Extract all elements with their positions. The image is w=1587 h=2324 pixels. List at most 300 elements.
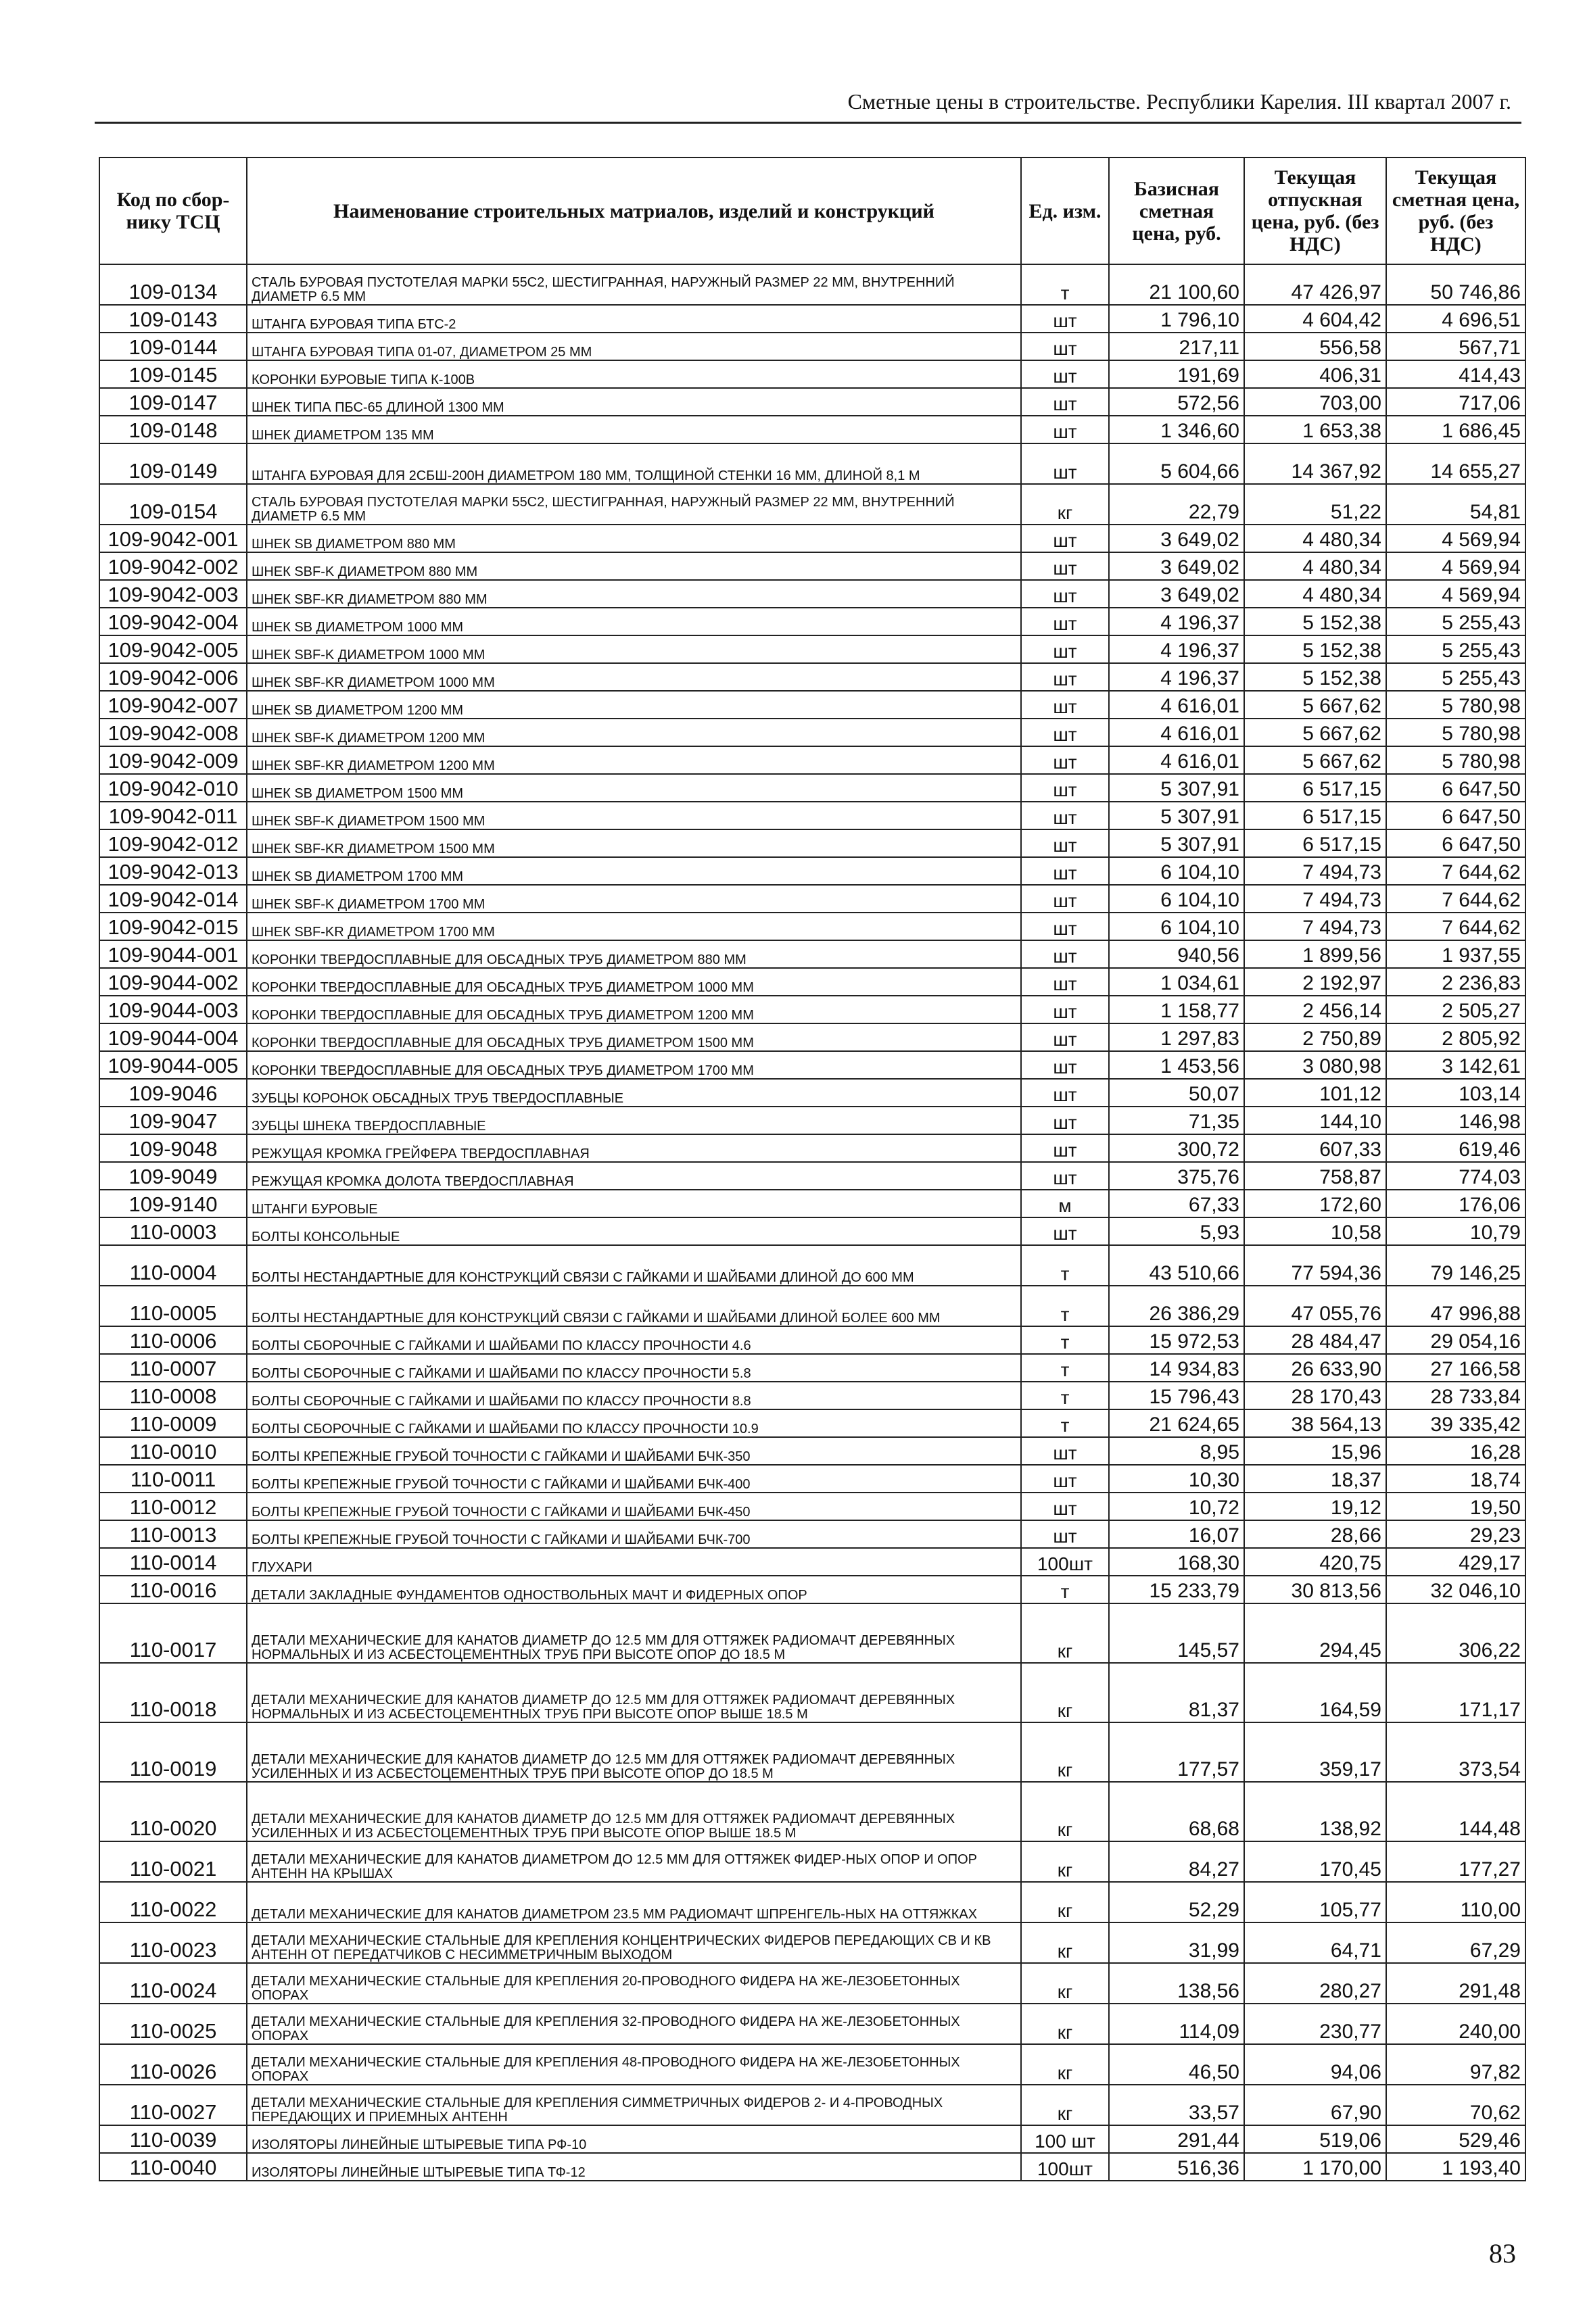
row-code: 109-9042-003: [99, 580, 247, 608]
row-base-price: 10,72: [1109, 1493, 1244, 1520]
row-unit: 100 шт: [1021, 2125, 1109, 2153]
row-release-price: 38 564,13: [1244, 1409, 1386, 1437]
row-release-price: 6 517,15: [1244, 802, 1386, 829]
row-base-price: 52,29: [1109, 1882, 1244, 1922]
row-code: 110-0026: [99, 2044, 247, 2085]
row-release-price: 14 367,92: [1244, 443, 1386, 484]
row-name: ШНЕК SBF-K ДИАМЕТРОМ 880 ММ: [247, 552, 1021, 580]
row-current-price: 7 644,62: [1386, 913, 1525, 940]
row-current-price: 144,48: [1386, 1782, 1525, 1841]
row-unit: кг: [1021, 1663, 1109, 1722]
row-name: ШНЕК SB ДИАМЕТРОМ 1700 ММ: [247, 857, 1021, 885]
row-release-price: 5 667,62: [1244, 746, 1386, 774]
row-base-price: 5 604,66: [1109, 443, 1244, 484]
row-current-price: 47 996,88: [1386, 1286, 1525, 1326]
row-current-price: 29 054,16: [1386, 1326, 1525, 1354]
row-base-price: 1 034,61: [1109, 968, 1244, 996]
row-current-price: 2 805,92: [1386, 1023, 1525, 1051]
row-current-price: 306,22: [1386, 1603, 1525, 1663]
row-code: 109-9140: [99, 1190, 247, 1217]
row-current-price: 79 146,25: [1386, 1245, 1525, 1286]
table-row: [99, 580, 1525, 608]
row-code: 110-0039: [99, 2125, 247, 2153]
table-row: [99, 663, 1525, 691]
row-name: ДЕТАЛИ МЕХАНИЧЕСКИЕ ДЛЯ КАНАТОВ ДИАМЕТР ДО 12.5 ММ ДЛЯ ОТТЯЖЕК РАДИОМАЧТ ДЕРЕВЯННЫХ НОРМАЛЬНЫХ И ИЗ АСБЕСТОЦЕМЕНТНЫХ ТРУБ ПРИ ВЫСОТЕ ОПОР ВЫШЕ 18.5 М: [247, 1663, 1021, 1722]
row-name: ШНЕК SB ДИАМЕТРОМ 880 ММ: [247, 525, 1021, 552]
table-row: [99, 1134, 1525, 1162]
row-current-price: 177,27: [1386, 1841, 1525, 1882]
row-name: КОРОНКИ ТВЕРДОСПЛАВНЫЕ ДЛЯ ОБСАДНЫХ ТРУБ ДИАМЕТРОМ 1200 ММ: [247, 996, 1021, 1023]
row-name: ШНЕК SBF-KR ДИАМЕТРОМ 1200 ММ: [247, 746, 1021, 774]
row-release-price: 1 170,00: [1244, 2153, 1386, 2181]
row-release-price: 5 152,38: [1244, 608, 1386, 635]
row-unit: кг: [1021, 2044, 1109, 2085]
row-unit: шт: [1021, 580, 1109, 608]
row-current-price: 7 644,62: [1386, 885, 1525, 913]
row-unit: т: [1021, 1326, 1109, 1354]
row-unit: шт: [1021, 857, 1109, 885]
row-name: БОЛТЫ НЕСТАНДАРТНЫЕ ДЛЯ КОНСТРУКЦИЙ СВЯЗИ С ГАЙКАМИ И ШАЙБАМИ ДЛИНОЙ БОЛЕЕ 600 ММ: [247, 1286, 1021, 1326]
row-name: БОЛТЫ КРЕПЕЖНЫЕ ГРУБОЙ ТОЧНОСТИ С ГАЙКАМИ И ШАЙБАМИ БЧК-400: [247, 1465, 1021, 1493]
row-release-price: 6 517,15: [1244, 829, 1386, 857]
row-release-price: 28 484,47: [1244, 1326, 1386, 1354]
table-row: [99, 1409, 1525, 1437]
table-row: [99, 1520, 1525, 1548]
row-current-price: 176,06: [1386, 1190, 1525, 1217]
row-unit: шт: [1021, 996, 1109, 1023]
row-base-price: 145,57: [1109, 1603, 1244, 1663]
row-unit: т: [1021, 1576, 1109, 1603]
row-base-price: 1 453,56: [1109, 1051, 1244, 1079]
row-current-price: 5 780,98: [1386, 719, 1525, 746]
row-unit: шт: [1021, 719, 1109, 746]
row-base-price: 572,56: [1109, 388, 1244, 416]
row-name: ДЕТАЛИ МЕХАНИЧЕСКИЕ СТАЛЬНЫЕ ДЛЯ КРЕПЛЕНИЯ 32-ПРОВОДНОГО ФИДЕРА НА ЖЕ-ЛЕЗОБЕТОННЫХ ОПОРАХ: [247, 2004, 1021, 2044]
row-name: ДЕТАЛИ МЕХАНИЧЕСКИЕ ДЛЯ КАНАТОВ ДИАМЕТР ДО 12.5 ММ ДЛЯ ОТТЯЖЕК РАДИОМАЧТ ДЕРЕВЯННЫХ УСИЛЕННЫХ И ИЗ АСБЕСТОЦЕМЕНТНЫХ ТРУБ ПРИ ВЫСОТЕ ОПОР ВЫШЕ 18.5 М: [247, 1782, 1021, 1841]
row-name: ДЕТАЛИ МЕХАНИЧЕСКИЕ ДЛЯ КАНАТОВ ДИАМЕТР ДО 12.5 ММ ДЛЯ ОТТЯЖЕК РАДИОМАЧТ ДЕРЕВЯННЫХ УСИЛЕННЫХ И ИЗ АСБЕСТОЦЕМЕНТНЫХ ТРУБ ПРИ ВЫСОТЕ ОПОР ДО 18.5 М: [247, 1722, 1021, 1782]
row-current-price: 4 569,94: [1386, 552, 1525, 580]
row-release-price: 105,77: [1244, 1882, 1386, 1922]
row-name: ШНЕК SBF-KR ДИАМЕТРОМ 1000 ММ: [247, 663, 1021, 691]
row-unit: т: [1021, 1409, 1109, 1437]
row-code: 109-9042-008: [99, 719, 247, 746]
row-name: БОЛТЫ СБОРОЧНЫЕ С ГАЙКАМИ И ШАЙБАМИ ПО КЛАССУ ПРОЧНОСТИ 10.9: [247, 1409, 1021, 1437]
row-release-price: 94,06: [1244, 2044, 1386, 2085]
row-code: 109-9044-005: [99, 1051, 247, 1079]
row-code: 110-0010: [99, 1437, 247, 1465]
row-base-price: 5,93: [1109, 1217, 1244, 1245]
table-row: [99, 1051, 1525, 1079]
row-code: 109-0147: [99, 388, 247, 416]
column-header-code: Код по сбор-нику ТСЦ: [99, 158, 247, 264]
row-base-price: 191,69: [1109, 360, 1244, 388]
table-row: [99, 1217, 1525, 1245]
row-unit: шт: [1021, 663, 1109, 691]
row-release-price: 138,92: [1244, 1782, 1386, 1841]
row-base-price: 940,56: [1109, 940, 1244, 968]
row-code: 110-0004: [99, 1245, 247, 1286]
row-release-price: 18,37: [1244, 1465, 1386, 1493]
row-name: ИЗОЛЯТОРЫ ЛИНЕЙНЫЕ ШТЫРЕВЫЕ ТИПА РФ-10: [247, 2125, 1021, 2153]
column-header-base-price: Базисная сметная цена, руб.: [1109, 158, 1244, 264]
row-current-price: 2 236,83: [1386, 968, 1525, 996]
row-base-price: 8,95: [1109, 1437, 1244, 1465]
row-release-price: 7 494,73: [1244, 857, 1386, 885]
table-row: [99, 360, 1525, 388]
table-row: [99, 802, 1525, 829]
row-name: ШНЕК SBF-K ДИАМЕТРОМ 1000 ММ: [247, 635, 1021, 663]
row-current-price: 27 166,58: [1386, 1354, 1525, 1382]
row-code: 109-9042-012: [99, 829, 247, 857]
row-name: ШТАНГА БУРОВАЯ ТИПА 01-07, ДИАМЕТРОМ 25 ММ: [247, 333, 1021, 360]
row-base-price: 67,33: [1109, 1190, 1244, 1217]
row-current-price: 5 780,98: [1386, 746, 1525, 774]
row-code: 109-0148: [99, 416, 247, 443]
row-base-price: 26 386,29: [1109, 1286, 1244, 1326]
row-code: 109-9042-014: [99, 885, 247, 913]
row-current-price: 16,28: [1386, 1437, 1525, 1465]
row-base-price: 31,99: [1109, 1922, 1244, 1963]
row-release-price: 10,58: [1244, 1217, 1386, 1245]
table-row: [99, 635, 1525, 663]
row-name: КОРОНКИ ТВЕРДОСПЛАВНЫЕ ДЛЯ ОБСАДНЫХ ТРУБ ДИАМЕТРОМ 1500 ММ: [247, 1023, 1021, 1051]
table-row: [99, 1722, 1525, 1782]
row-unit: шт: [1021, 416, 1109, 443]
row-release-price: 519,06: [1244, 2125, 1386, 2153]
row-release-price: 7 494,73: [1244, 885, 1386, 913]
row-release-price: 5 152,38: [1244, 663, 1386, 691]
table-header-row: [99, 158, 1525, 264]
row-unit: шт: [1021, 1465, 1109, 1493]
row-code: 110-0017: [99, 1603, 247, 1663]
row-code: 110-0007: [99, 1354, 247, 1382]
table-row: [99, 691, 1525, 719]
row-base-price: 3 649,02: [1109, 552, 1244, 580]
row-release-price: 420,75: [1244, 1548, 1386, 1576]
table-row: [99, 1286, 1525, 1326]
row-base-price: 114,09: [1109, 2004, 1244, 2044]
row-release-price: 4 480,34: [1244, 552, 1386, 580]
row-base-price: 4 616,01: [1109, 719, 1244, 746]
row-current-price: 414,43: [1386, 360, 1525, 388]
row-release-price: 3 080,98: [1244, 1051, 1386, 1079]
row-unit: шт: [1021, 940, 1109, 968]
row-release-price: 7 494,73: [1244, 913, 1386, 940]
row-current-price: 774,03: [1386, 1162, 1525, 1190]
row-code: 109-9044-002: [99, 968, 247, 996]
row-unit: шт: [1021, 1023, 1109, 1051]
row-base-price: 168,30: [1109, 1548, 1244, 1576]
row-code: 109-9044-003: [99, 996, 247, 1023]
row-current-price: 619,46: [1386, 1134, 1525, 1162]
row-unit: кг: [1021, 1922, 1109, 1963]
row-release-price: 144,10: [1244, 1107, 1386, 1134]
row-name: ДЕТАЛИ МЕХАНИЧЕСКИЕ СТАЛЬНЫЕ ДЛЯ КРЕПЛЕНИЯ СИММЕТРИЧНЫХ ФИДЕРОВ 2- И 4-ПРОВОДНЫХ ПЕРЕДАЮЩИХ И ПРИЕМНЫХ АНТЕНН: [247, 2085, 1021, 2125]
row-code: 109-0149: [99, 443, 247, 484]
row-base-price: 4 616,01: [1109, 746, 1244, 774]
row-current-price: 14 655,27: [1386, 443, 1525, 484]
row-current-price: 4 696,51: [1386, 305, 1525, 333]
row-code: 110-0011: [99, 1465, 247, 1493]
row-code: 110-0016: [99, 1576, 247, 1603]
row-unit: т: [1021, 1245, 1109, 1286]
header-rule: [95, 122, 1521, 124]
row-release-price: 280,27: [1244, 1963, 1386, 2004]
row-base-price: 4 196,37: [1109, 635, 1244, 663]
table-row: [99, 1548, 1525, 1576]
row-name: ШТАНГА БУРОВАЯ ДЛЯ 2СБШ-200Н ДИАМЕТРОМ 180 ММ, ТОЛЩИНОЙ СТЕНКИ 16 ММ, ДЛИНОЙ 8,1 М: [247, 443, 1021, 484]
row-base-price: 22,79: [1109, 484, 1244, 525]
row-release-price: 6 517,15: [1244, 774, 1386, 802]
row-name: ДЕТАЛИ МЕХАНИЧЕСКИЕ ДЛЯ КАНАТОВ ДИАМЕТРОМ 23.5 ММ РАДИОМАЧТ ШПРЕНГЕЛЬ-НЫХ НА ОТТЯЖКАХ: [247, 1882, 1021, 1922]
table-row: [99, 2044, 1525, 2085]
table-row: [99, 1465, 1525, 1493]
row-code: 110-0040: [99, 2153, 247, 2181]
row-unit: шт: [1021, 1107, 1109, 1134]
row-unit: шт: [1021, 802, 1109, 829]
row-code: 109-9042-009: [99, 746, 247, 774]
row-current-price: 146,98: [1386, 1107, 1525, 1134]
table-body: [99, 264, 1525, 2181]
row-unit: шт: [1021, 913, 1109, 940]
table-row: [99, 719, 1525, 746]
row-current-price: 70,62: [1386, 2085, 1525, 2125]
row-unit: шт: [1021, 1217, 1109, 1245]
row-current-price: 240,00: [1386, 2004, 1525, 2044]
row-unit: кг: [1021, 1782, 1109, 1841]
row-current-price: 6 647,50: [1386, 829, 1525, 857]
row-unit: м: [1021, 1190, 1109, 1217]
row-current-price: 54,81: [1386, 484, 1525, 525]
row-code: 110-0005: [99, 1286, 247, 1326]
row-unit: шт: [1021, 388, 1109, 416]
row-current-price: 2 505,27: [1386, 996, 1525, 1023]
table-row: [99, 1963, 1525, 2004]
row-current-price: 28 733,84: [1386, 1382, 1525, 1409]
table-row: [99, 264, 1525, 305]
row-code: 110-0024: [99, 1963, 247, 2004]
page-number: 83: [1489, 2238, 1516, 2269]
row-name: ДЕТАЛИ МЕХАНИЧЕСКИЕ ДЛЯ КАНАТОВ ДИАМЕТР ДО 12.5 ММ ДЛЯ ОТТЯЖЕК РАДИОМАЧТ ДЕРЕВЯННЫХ НОРМАЛЬНЫХ И ИЗ АСБЕСТОЦЕМЕНТНЫХ ТРУБ ПРИ ВЫСОТЕ ОПОР ДО 18.5 М: [247, 1603, 1021, 1663]
row-name: ЗУБЦЫ КОРОНОК ОБСАДНЫХ ТРУБ ТВЕРДОСПЛАВНЫЕ: [247, 1079, 1021, 1107]
row-base-price: 4 196,37: [1109, 608, 1244, 635]
row-current-price: 1 193,40: [1386, 2153, 1525, 2181]
row-name: СТАЛЬ БУРОВАЯ ПУСТОТЕЛАЯ МАРКИ 55С2, ШЕСТИГРАННАЯ, НАРУЖНЫЙ РАЗМЕР 22 ММ, ВНУТРЕННИЙ ДИАМЕТР 6.5 ММ: [247, 264, 1021, 305]
row-unit: шт: [1021, 525, 1109, 552]
row-current-price: 529,46: [1386, 2125, 1525, 2153]
row-base-price: 4 196,37: [1109, 663, 1244, 691]
row-release-price: 67,90: [1244, 2085, 1386, 2125]
row-name: КОРОНКИ ТВЕРДОСПЛАВНЫЕ ДЛЯ ОБСАДНЫХ ТРУБ ДИАМЕТРОМ 1000 ММ: [247, 968, 1021, 996]
row-name: ШНЕК SBF-K ДИАМЕТРОМ 1700 ММ: [247, 885, 1021, 913]
row-code: 110-0012: [99, 1493, 247, 1520]
row-unit: шт: [1021, 1493, 1109, 1520]
table-row: [99, 1882, 1525, 1922]
row-base-price: 291,44: [1109, 2125, 1244, 2153]
table-row: [99, 1245, 1525, 1286]
row-release-price: 556,58: [1244, 333, 1386, 360]
row-unit: шт: [1021, 608, 1109, 635]
row-code: 110-0027: [99, 2085, 247, 2125]
row-code: 109-9047: [99, 1107, 247, 1134]
row-unit: шт: [1021, 1079, 1109, 1107]
row-current-price: 18,74: [1386, 1465, 1525, 1493]
row-name: ШТАНГИ БУРОВЫЕ: [247, 1190, 1021, 1217]
row-current-price: 171,17: [1386, 1663, 1525, 1722]
row-current-price: 429,17: [1386, 1548, 1525, 1576]
row-release-price: 19,12: [1244, 1493, 1386, 1520]
row-code: 109-9042-010: [99, 774, 247, 802]
row-unit: шт: [1021, 774, 1109, 802]
row-current-price: 10,79: [1386, 1217, 1525, 1245]
row-name: ШНЕК SBF-K ДИАМЕТРОМ 1200 ММ: [247, 719, 1021, 746]
row-current-price: 67,29: [1386, 1922, 1525, 1963]
table-row: [99, 829, 1525, 857]
table-row: [99, 2004, 1525, 2044]
row-release-price: 15,96: [1244, 1437, 1386, 1465]
table-row: [99, 857, 1525, 885]
row-release-price: 5 667,62: [1244, 719, 1386, 746]
row-code: 109-0143: [99, 305, 247, 333]
row-name: ДЕТАЛИ МЕХАНИЧЕСКИЕ СТАЛЬНЫЕ ДЛЯ КРЕПЛЕНИЯ 20-ПРОВОДНОГО ФИДЕРА НА ЖЕ-ЛЕЗОБЕТОННЫХ ОПОРАХ: [247, 1963, 1021, 2004]
row-release-price: 77 594,36: [1244, 1245, 1386, 1286]
row-base-price: 177,57: [1109, 1722, 1244, 1782]
row-base-price: 84,27: [1109, 1841, 1244, 1882]
row-current-price: 39 335,42: [1386, 1409, 1525, 1437]
row-code: 109-9042-006: [99, 663, 247, 691]
row-release-price: 4 480,34: [1244, 580, 1386, 608]
table-row: [99, 2125, 1525, 2153]
table-row: [99, 1079, 1525, 1107]
row-base-price: 15 972,53: [1109, 1326, 1244, 1354]
row-release-price: 5 152,38: [1244, 635, 1386, 663]
table-row: [99, 1603, 1525, 1663]
table-row: [99, 1493, 1525, 1520]
row-unit: 100шт: [1021, 1548, 1109, 1576]
row-code: 109-9042-015: [99, 913, 247, 940]
row-unit: кг: [1021, 1722, 1109, 1782]
row-name: ШНЕК SBF-KR ДИАМЕТРОМ 880 ММ: [247, 580, 1021, 608]
table-row: [99, 885, 1525, 913]
row-unit: 100шт: [1021, 2153, 1109, 2181]
row-current-price: 567,71: [1386, 333, 1525, 360]
row-unit: шт: [1021, 1520, 1109, 1548]
table-row: [99, 1922, 1525, 1963]
table-row: [99, 443, 1525, 484]
row-name: БОЛТЫ КРЕПЕЖНЫЕ ГРУБОЙ ТОЧНОСТИ С ГАЙКАМИ И ШАЙБАМИ БЧК-450: [247, 1493, 1021, 1520]
row-current-price: 1 937,55: [1386, 940, 1525, 968]
running-header: Сметные цены в строительстве. Республики Карелия. III квартал 2007 г.: [847, 89, 1511, 114]
row-name: ИЗОЛЯТОРЫ ЛИНЕЙНЫЕ ШТЫРЕВЫЕ ТИПА ТФ-12: [247, 2153, 1021, 2181]
row-release-price: 230,77: [1244, 2004, 1386, 2044]
row-current-price: 97,82: [1386, 2044, 1525, 2085]
row-unit: шт: [1021, 305, 1109, 333]
row-unit: кг: [1021, 1963, 1109, 2004]
row-base-price: 516,36: [1109, 2153, 1244, 2181]
row-code: 110-0021: [99, 1841, 247, 1882]
row-name: ШНЕК ДИАМЕТРОМ 135 ММ: [247, 416, 1021, 443]
row-base-price: 5 307,91: [1109, 829, 1244, 857]
row-release-price: 4 604,42: [1244, 305, 1386, 333]
row-code: 109-0154: [99, 484, 247, 525]
row-base-price: 4 616,01: [1109, 691, 1244, 719]
row-name: ДЕТАЛИ МЕХАНИЧЕСКИЕ СТАЛЬНЫЕ ДЛЯ КРЕПЛЕНИЯ КОНЦЕНТРИЧЕСКИХ ФИДЕРОВ ПЕРЕДАЮЩИХ СВ И КВ АНТЕНН ОТ ПЕРЕДАТЧИКОВ С НЕСИММЕТРИЧНЫМ ВЫХОДОМ: [247, 1922, 1021, 1963]
row-code: 110-0014: [99, 1548, 247, 1576]
row-unit: шт: [1021, 443, 1109, 484]
row-base-price: 81,37: [1109, 1663, 1244, 1722]
row-name: ДЕТАЛИ МЕХАНИЧЕСКИЕ ДЛЯ КАНАТОВ ДИАМЕТРОМ ДО 12.5 ММ ДЛЯ ОТТЯЖЕК ФИДЕР-НЫХ ОПОР И ОПОР АНТЕНН НА КРЫШАХ: [247, 1841, 1021, 1882]
row-code: 109-0145: [99, 360, 247, 388]
row-base-price: 375,76: [1109, 1162, 1244, 1190]
row-name: ШНЕК SB ДИАМЕТРОМ 1200 ММ: [247, 691, 1021, 719]
row-current-price: 50 746,86: [1386, 264, 1525, 305]
column-header-current-price: Текущая сметная цена, руб. (без НДС): [1386, 158, 1525, 264]
row-unit: кг: [1021, 2085, 1109, 2125]
row-name: БОЛТЫ СБОРОЧНЫЕ С ГАЙКАМИ И ШАЙБАМИ ПО КЛАССУ ПРОЧНОСТИ 4.6: [247, 1326, 1021, 1354]
row-base-price: 1 796,10: [1109, 305, 1244, 333]
table-row: [99, 940, 1525, 968]
table-row: [99, 525, 1525, 552]
row-release-price: 172,60: [1244, 1190, 1386, 1217]
row-release-price: 28 170,43: [1244, 1382, 1386, 1409]
row-unit: шт: [1021, 691, 1109, 719]
row-code: 109-9048: [99, 1134, 247, 1162]
row-release-price: 28,66: [1244, 1520, 1386, 1548]
row-current-price: 373,54: [1386, 1722, 1525, 1782]
row-base-price: 43 510,66: [1109, 1245, 1244, 1286]
row-base-price: 15 233,79: [1109, 1576, 1244, 1603]
row-release-price: 26 633,90: [1244, 1354, 1386, 1382]
row-base-price: 6 104,10: [1109, 885, 1244, 913]
row-unit: шт: [1021, 333, 1109, 360]
row-name: СТАЛЬ БУРОВАЯ ПУСТОТЕЛАЯ МАРКИ 55С2, ШЕСТИГРАННАЯ, НАРУЖНЫЙ РАЗМЕР 22 ММ, ВНУТРЕННИЙ ДИАМЕТР 6.5 ММ: [247, 484, 1021, 525]
table-row: [99, 1437, 1525, 1465]
row-base-price: 21 100,60: [1109, 264, 1244, 305]
table-row: [99, 484, 1525, 525]
table-row: [99, 913, 1525, 940]
table-row: [99, 608, 1525, 635]
row-release-price: 758,87: [1244, 1162, 1386, 1190]
row-base-price: 71,35: [1109, 1107, 1244, 1134]
row-base-price: 15 796,43: [1109, 1382, 1244, 1409]
row-code: 109-9042-005: [99, 635, 247, 663]
row-unit: шт: [1021, 885, 1109, 913]
row-base-price: 33,57: [1109, 2085, 1244, 2125]
row-name: ШНЕК ТИПА ПБС-65 ДЛИНОЙ 1300 ММ: [247, 388, 1021, 416]
row-current-price: 7 644,62: [1386, 857, 1525, 885]
row-base-price: 5 307,91: [1109, 774, 1244, 802]
table-row: [99, 2085, 1525, 2125]
row-unit: шт: [1021, 1437, 1109, 1465]
row-current-price: 6 647,50: [1386, 774, 1525, 802]
row-release-price: 607,33: [1244, 1134, 1386, 1162]
row-code: 110-0019: [99, 1722, 247, 1782]
row-code: 109-9042-011: [99, 802, 247, 829]
table-row: [99, 333, 1525, 360]
row-current-price: 29,23: [1386, 1520, 1525, 1548]
row-current-price: 6 647,50: [1386, 802, 1525, 829]
row-current-price: 5 255,43: [1386, 635, 1525, 663]
row-code: 110-0025: [99, 2004, 247, 2044]
row-code: 109-9042-001: [99, 525, 247, 552]
row-name: БОЛТЫ КРЕПЕЖНЫЕ ГРУБОЙ ТОЧНОСТИ С ГАЙКАМИ И ШАЙБАМИ БЧК-350: [247, 1437, 1021, 1465]
row-name: ЗУБЦЫ ШНЕКА ТВЕРДОСПЛАВНЫЕ: [247, 1107, 1021, 1134]
table-row: [99, 996, 1525, 1023]
row-release-price: 359,17: [1244, 1722, 1386, 1782]
row-name: ГЛУХАРИ: [247, 1548, 1021, 1576]
row-base-price: 16,07: [1109, 1520, 1244, 1548]
table-row: [99, 416, 1525, 443]
